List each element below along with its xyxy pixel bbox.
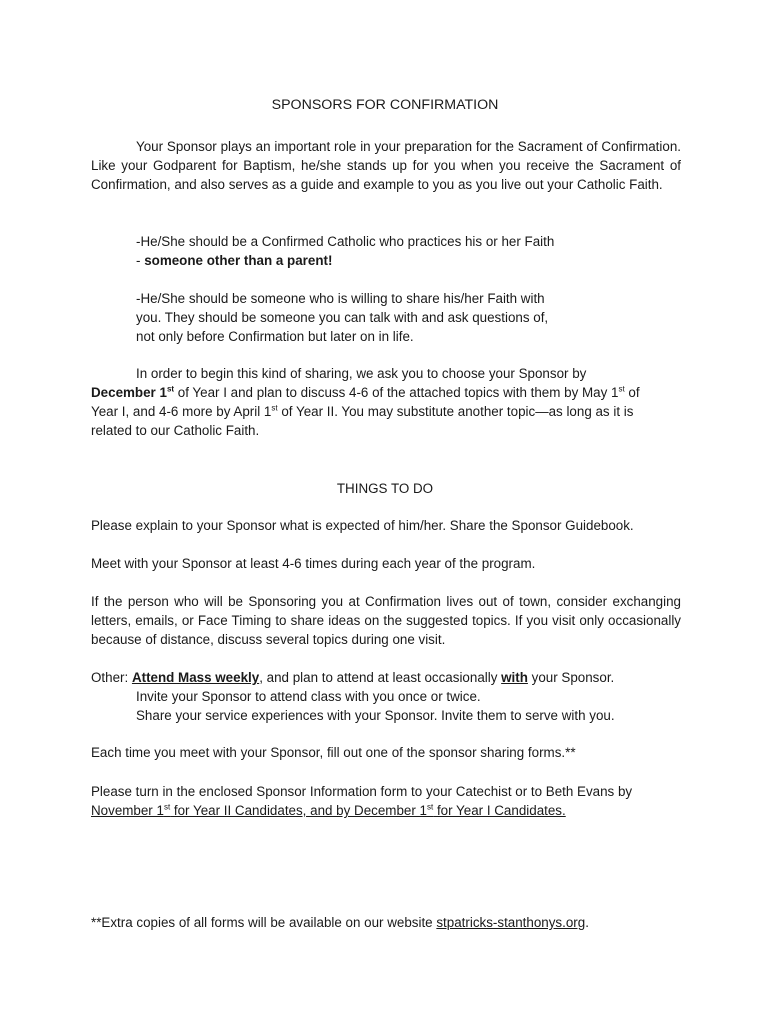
todo-sharing-forms: Each time you meet with your Sponsor, fill out one of the sponsor sharing forms.** — [91, 745, 576, 760]
other-label: Other: — [91, 670, 132, 685]
intro-paragraph — [91, 137, 681, 194]
todo-out-of-town: If the person who will be Sponsoring you at Confirmation lives out of town, consider exchanging letters, emails, or Face Timing to share ideas on the suggested topics. If you visit only occasionally because of distance, discuss several topics during one visit. — [91, 594, 681, 647]
with-emphasis: with — [501, 670, 528, 685]
sponsor-deadline-date: December 1 — [91, 385, 167, 400]
requirement-2-line-3: not only before Confirmation but later on in life. — [136, 329, 414, 344]
sharing-line-4: related to our Catholic Faith. — [91, 423, 260, 438]
requirement-2-line-1: -He/She should be someone who is willing to share his/her Faith with — [136, 291, 545, 306]
not-a-parent-text: someone other than a parent! — [144, 253, 333, 268]
intro-text: Your Sponsor plays an important role in your preparation for the Sacrament of Confirmation. Like your Godparent for Baptism, he/she stands up for you when you receive the Sacrament of Confirmation, and also serves as a guide and example to you as you live out your Catholic Faith. — [91, 139, 681, 192]
requirement-1-emphasis: - someone other than a parent! — [136, 253, 333, 268]
turn-in-line-1: Please turn in the enclosed Sponsor Information form to your Catechist or to Beth Evans by — [91, 784, 633, 799]
attend-mass-text: Attend Mass weekly — [131, 670, 260, 685]
requirement-2-line-2: you. They should be someone you can talk with and ask questions of, — [136, 310, 549, 325]
requirement-confirmed-catholic — [136, 232, 656, 270]
things-to-do-heading: THINGS TO DO — [336, 481, 434, 496]
requirement-share-faith — [136, 289, 656, 346]
todo-turn-in — [91, 782, 681, 820]
todo-other: Other: Attend Mass weekly, and plan to attend at least occasionally with your Sponsor. Invite your Sponsor to attend class with you once or twice. Share your service experiences with your Sponsor. Invite them to serve with you. — [91, 668, 681, 725]
sharing-paragraph: In order to begin this kind of sharing, we ask you to choose your Sponsor by December 1st of Year I and plan to discuss 4-6 of the attached topics with them by May 1st of Year I, and 4-6 more by April 1st of Year II. You may substitute another topic—as long as it is related to our Catholic Faith. — [91, 364, 681, 440]
other-line-2: Invite your Sponsor to attend class with you once or twice. — [136, 689, 481, 704]
website-link[interactable]: stpatricks-stanthonys.org — [436, 915, 586, 930]
requirement-1-line: -He/She should be a Confirmed Catholic who practices his or her Faith — [136, 234, 555, 249]
page-title: SPONSORS FOR CONFIRMATION — [271, 97, 499, 113]
turn-in-deadlines: November 1st for Year II Candidates, and by December 1st for Year I Candidates. — [91, 802, 566, 818]
todo-explain: Please explain to your Sponsor what is expected of him/her. Share the Sponsor Guidebook. — [91, 518, 634, 533]
sharing-line-1: In order to begin this kind of sharing, we ask you to choose your Sponsor by — [136, 366, 587, 381]
footer-note: **Extra copies of all forms will be available on our website stpatricks-stanthonys.org. — [91, 915, 589, 930]
other-line-3: Share your service experiences with your Sponsor. Invite them to serve with you. — [136, 708, 615, 723]
todo-meet: Meet with your Sponsor at least 4-6 times during each year of the program. — [91, 556, 536, 571]
footer-text: **Extra copies of all forms will be available on our website — [91, 915, 437, 930]
